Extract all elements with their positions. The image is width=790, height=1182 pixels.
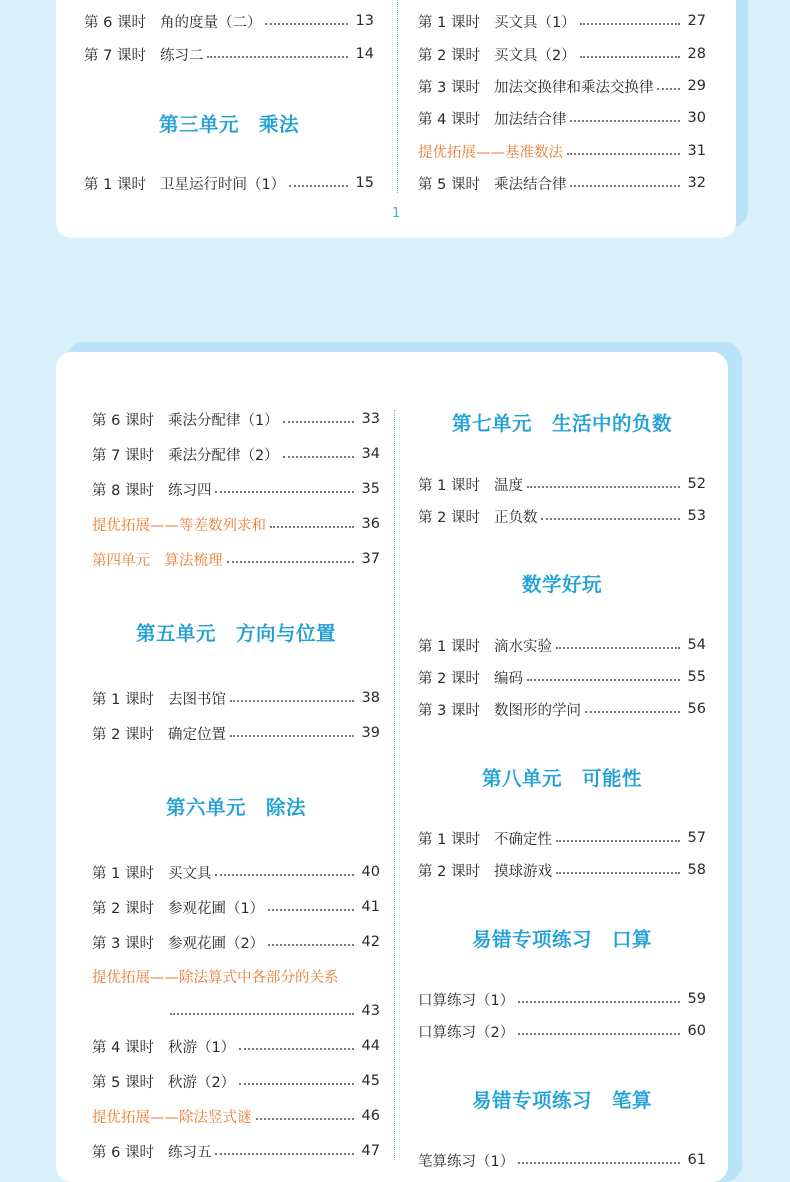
toc-entry[interactable] [92,1139,380,1163]
dot-leader [657,88,680,90]
toc-entry[interactable] [418,1148,706,1172]
top-column-divider [397,0,398,193]
toc-entry[interactable] [418,1019,706,1043]
page-ref: 31 [687,143,706,159]
toc-entry[interactable] [92,895,380,919]
page-ref: 60 [687,1023,706,1039]
entry-label: 第 2 课时 [418,863,480,880]
dot-leader [227,561,355,563]
page-number: 1 [392,206,401,221]
dot-leader [580,56,680,58]
toc-entry[interactable] [418,106,706,130]
dot-leader [518,1033,680,1035]
entry-label: 第 1 课时 [418,638,480,655]
entry-label: 第 7 课时 [92,447,154,464]
dot-leader [556,840,680,842]
page-ref: 33 [361,411,380,427]
entry-title: 乘法结合律 [493,176,567,193]
entry-label: 第 5 课时 [418,176,480,193]
toc-entry[interactable] [418,858,706,882]
page-ref: 44 [361,1038,380,1054]
page-ref: 53 [687,508,706,524]
entry-label: 提优拓展——等差数列求和 [92,517,266,534]
dot-leader [230,735,354,737]
page-ref: 61 [687,1152,706,1168]
entry-title: 角的度量（二） [159,14,262,31]
dot-leader [270,526,354,528]
entry-title: 买文具（1） [493,14,576,31]
entry-label: 第 2 课时 [418,47,480,64]
page-ref: 30 [687,110,706,126]
page-ref: 41 [361,899,380,915]
dot-leader [518,1001,680,1003]
entry-label: 第 2 课时 [418,670,480,687]
entry-title: 数图形的学问 [493,702,581,719]
section-heading: 第三单元 乘法 [158,113,299,136]
toc-entry[interactable] [84,171,374,195]
entry-label: 第 3 课时 [92,935,154,952]
page-ref: 54 [687,637,706,653]
dot-leader [585,711,680,713]
page-ref: 58 [687,862,706,878]
dot-leader [215,1153,354,1155]
toc-entry[interactable] [92,1104,380,1128]
entry-title: 去图书馆 [167,691,226,708]
page-ref: 28 [687,46,706,62]
page-ref: 39 [361,725,380,741]
entry-title: 正负数 [493,509,538,526]
entry-title: 温度 [493,477,523,494]
dot-leader [541,518,680,520]
entry-label: 口算练习（2） [418,1024,515,1041]
entry-label: 第 1 课时 [418,831,480,848]
page-ref: 29 [687,78,706,94]
section-heading: 易错专项练习 口算 [471,928,652,951]
entry-label: 第四单元 算法梳理 [92,552,223,569]
dot-leader [283,456,354,458]
toc-entry[interactable] [418,633,706,657]
toc-entry[interactable] [418,139,706,163]
entry-label: 笔算练习（1） [418,1153,515,1170]
toc-entry[interactable] [84,9,374,33]
section-heading: 第七单元 生活中的负数 [451,412,672,435]
entry-label: 第 6 课时 [92,412,154,429]
entry-title: 确定位置 [167,726,226,743]
toc-entry[interactable] [418,987,706,1011]
dot-leader [215,491,354,493]
toc-entry[interactable] [418,472,706,496]
dot-leader [239,1048,354,1050]
dot-leader [256,1118,355,1120]
entry-label: 第 1 课时 [418,14,480,31]
dot-leader [289,185,348,187]
entry-label: 第 1 课时 [418,477,480,494]
entry-title: 滴水实验 [493,638,552,655]
page-ref: 57 [687,830,706,846]
dot-leader [170,1013,354,1015]
entry-title: 练习五 [167,1144,212,1161]
toc-entry[interactable] [84,42,374,66]
toc-entry[interactable] [418,171,706,195]
entry-title: 买文具（2） [493,47,576,64]
dot-leader [268,909,354,911]
toc-entry[interactable] [418,665,706,689]
toc-entry[interactable] [92,999,380,1023]
toc-entry[interactable] [418,74,706,98]
page-ref: 59 [687,991,706,1007]
entry-title: 加法结合律 [493,111,567,128]
entry-label: 第 6 课时 [92,1144,154,1161]
page-ref: 14 [355,46,374,62]
entry-label: 口算练习（1） [418,992,515,1009]
entry-title: 秋游（2） [167,1074,236,1091]
entry-label: 第 8 课时 [92,482,154,499]
section-heading: 数学好玩 [521,573,602,596]
page-ref: 32 [687,175,706,191]
entry-label: 第 1 课时 [92,865,154,882]
page-ref: 45 [361,1073,380,1089]
dot-leader [556,647,680,649]
entry-title: 秋游（1） [167,1039,236,1056]
entry-label: 第 7 课时 [84,47,146,64]
section-heading: 第八单元 可能性 [481,767,642,790]
entry-label: 第 3 课时 [418,79,480,96]
page-ref: 35 [361,481,380,497]
entry-title: 参观花圃（2） [167,935,265,952]
page-ref: 43 [361,1003,380,1019]
entry-title: 加法交换律和乘法交换律 [493,79,654,96]
toc-entry[interactable] [92,1034,380,1058]
entry-title: 摸球游戏 [493,863,552,880]
toc-entry[interactable] [92,930,380,954]
section-heading: 第六单元 除法 [165,796,306,819]
entry-label: 第 1 课时 [92,691,154,708]
page-ref: 36 [361,516,380,532]
toc-entry[interactable] [92,547,380,571]
entry-label: 提优拓展——除法竖式谜 [92,1109,252,1126]
dot-leader [567,153,680,155]
entry-label: 提优拓展——基准数法 [418,144,563,161]
dot-leader [230,700,354,702]
page-ref: 47 [361,1143,380,1159]
section-heading: 易错专项练习 笔算 [471,1089,652,1112]
toc-entry[interactable] [92,512,380,536]
dot-leader [215,874,354,876]
entry-title: 买文具 [167,865,212,882]
entry-label: 第 2 课时 [92,726,154,743]
dot-leader [207,56,348,58]
toc-entry[interactable] [92,442,380,466]
page-ref: 55 [687,669,706,685]
entry-label: 第 2 课时 [92,900,154,917]
page-ref: 37 [361,551,380,567]
page-ref: 52 [687,476,706,492]
dot-leader [580,23,680,25]
toc-entry[interactable] [92,477,380,501]
toc-entry[interactable] [418,504,706,528]
page-ref: 27 [687,13,706,29]
dot-leader [527,486,680,488]
toc-entry[interactable] [418,826,706,850]
entry-label: 第 4 课时 [418,111,480,128]
toc-entry[interactable] [92,1069,380,1093]
entry-title: 乘法分配律（1） [167,412,279,429]
page-ref: 42 [361,934,380,950]
toc-entry[interactable] [92,721,380,745]
dot-leader [268,944,354,946]
toc-entry[interactable] [92,407,380,431]
dot-leader [570,185,680,187]
entry-title: 不确定性 [493,831,552,848]
bottom-column-divider [394,410,395,1160]
toc-entry[interactable] [418,42,706,66]
entry-label: 第 6 课时 [84,14,146,31]
page-ref: 56 [687,701,706,717]
toc-entry[interactable] [418,9,706,33]
page-ref: 13 [355,13,374,29]
entry-label: 第 3 课时 [418,702,480,719]
dot-leader [556,872,680,874]
toc-entry[interactable] [92,686,380,710]
entry-label: 提优拓展——除法算式中各部分的关系 [92,969,339,986]
entry-title: 练习四 [167,482,212,499]
toc-entry[interactable] [92,964,380,988]
entry-label: 第 2 课时 [418,509,480,526]
section-heading: 第五单元 方向与位置 [135,622,336,645]
page-ref: 15 [355,175,374,191]
page-ref: 34 [361,446,380,462]
page-ref: 38 [361,690,380,706]
entry-label: 第 5 课时 [92,1074,154,1091]
entry-title: 参观花圃（1） [167,900,265,917]
entry-title: 练习二 [159,47,204,64]
toc-entry[interactable] [418,697,706,721]
dot-leader [518,1162,680,1164]
toc-entry[interactable] [92,860,380,884]
dot-leader [570,120,680,122]
dot-leader [265,23,348,25]
dot-leader [239,1083,354,1085]
entry-label: 第 4 课时 [92,1039,154,1056]
dot-leader [527,679,680,681]
dot-leader [283,421,354,423]
entry-label: 第 1 课时 [84,176,146,193]
entry-title: 卫星运行时间（1） [159,176,286,193]
entry-title: 编码 [493,670,523,687]
page-ref: 46 [361,1108,380,1124]
entry-title: 乘法分配律（2） [167,447,279,464]
page-ref: 40 [361,864,380,880]
